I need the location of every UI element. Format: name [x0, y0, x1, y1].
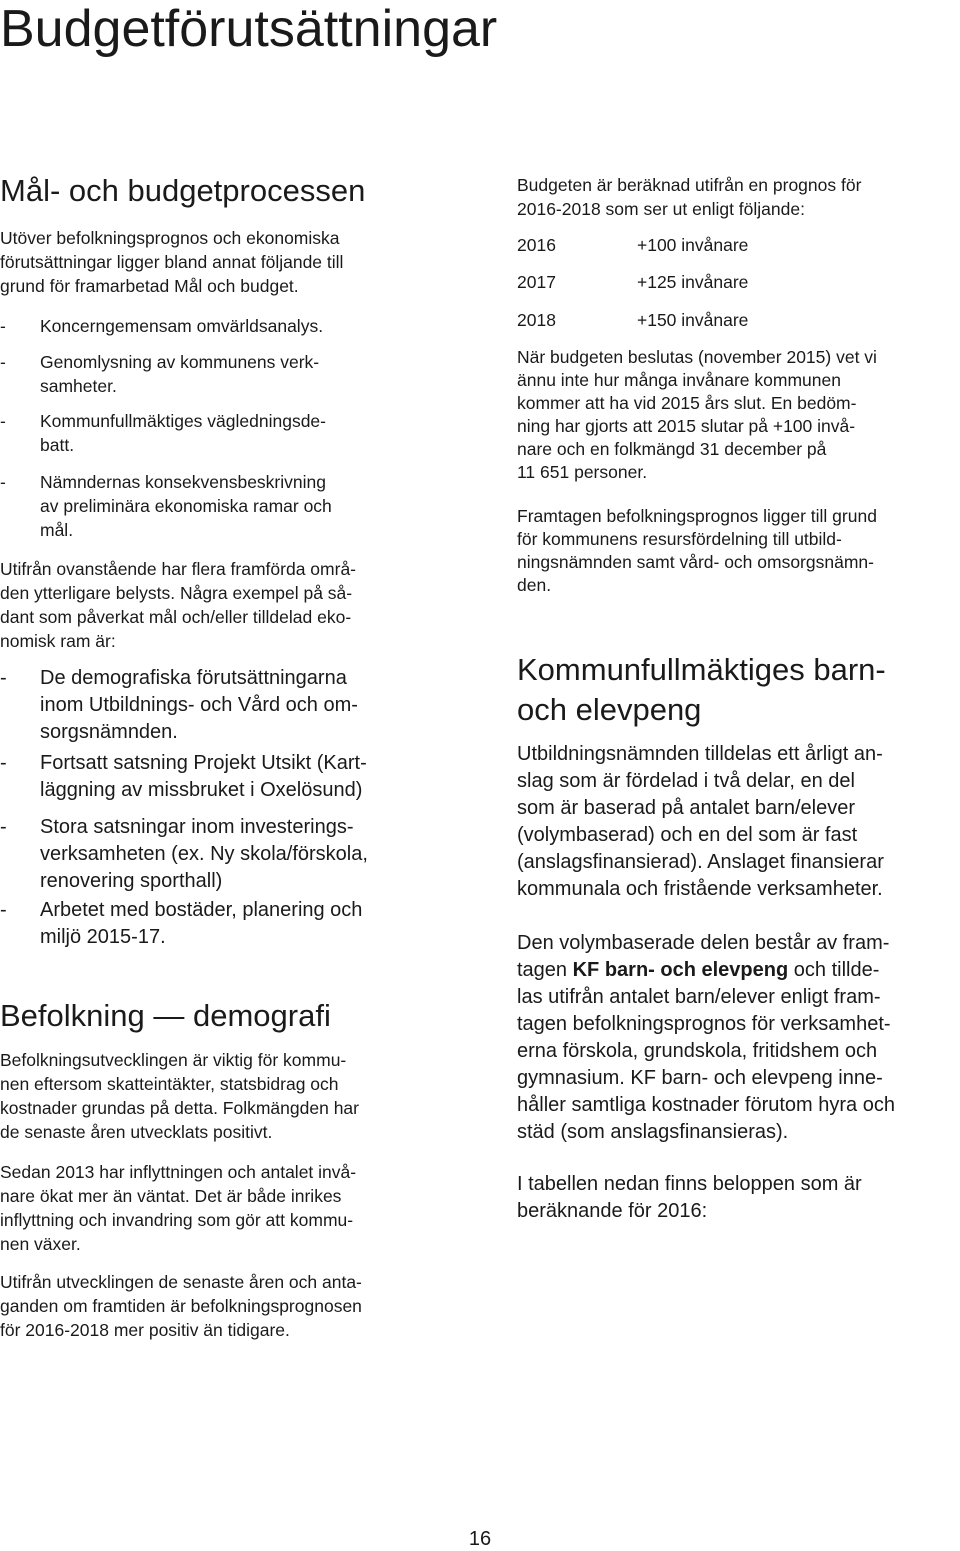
forecast-row — [517, 233, 917, 259]
list-item-text: De demografiska förutsättningarna inom Utbildnings- och Vård och om- sorgsnämnden. — [40, 667, 358, 743]
list-dash: - — [0, 411, 6, 431]
kf-paragraph: I tabellen nedan finns beloppen som är beräknande för 2016: — [517, 1173, 862, 1222]
list-dash: - — [0, 667, 7, 689]
section-heading-population: Befolkning — demografi — [0, 998, 331, 1033]
page-number: 16 — [468, 1528, 492, 1550]
examples-intro: Utifrån ovanstående har flera framförda områ- den ytterligare belysts. Några exempel på så- dant som påverkat mål och/eller tilldelad eko- nomisk ram är: — [0, 559, 356, 651]
page-title: Budgetförutsättningar — [0, 0, 498, 58]
population-paragraph: Sedan 2013 har inflyttningen och antalet invå- nare ökat mer än väntat. Det är både inrikes inflyttning och invandring som gör att kommu- nen växer. — [0, 1162, 357, 1254]
process-intro: Utöver befolkningsprognos och ekonomiska förutsättningar ligger bland annat följande till grund för framarbetad Mål och budget. — [0, 228, 344, 296]
list-dash: - — [0, 352, 6, 372]
kf-bold-term: KF barn- och elevpeng — [572, 959, 789, 981]
list-dash: - — [0, 316, 6, 336]
forecast-change: +100 invånare — [637, 235, 749, 255]
list-item-text: Stora satsningar inom investerings- verksamheten (ex. Ny skola/förskola, renovering sporthall) — [40, 816, 368, 892]
list-dash: - — [0, 472, 6, 492]
section-heading-kf: Kommunfullmäktiges barn- och elevpeng — [517, 652, 886, 727]
list-item-text: Fortsatt satsning Projekt Utsikt (Kart- läggning av missbruket i Oxelösund) — [40, 752, 367, 801]
forecast-year: 2018 — [517, 310, 556, 330]
list-item-text: Genomlysning av kommunens verk- samheter. — [40, 352, 320, 396]
kf-paragraph: Utbildningsnämnden tilldelas ett årligt an- slag som är fördelad i två delar, en del som är baserad på antalet barn/elever (volymbaserad) och en del som är fast (anslagsfinansierad). Anslaget finansierar kommunala och fristående verksamheter. — [517, 743, 884, 900]
kf-text: Den volymbaserade delen består av fram- tagen — [517, 932, 890, 981]
kf-text: och tillde- las utifrån antalet barn/elever enligt fram- tagen befolkningsprognos för verksamhet- erna förskola, grundskola, fritidshem och gymnasium. KF barn- och elevpeng inne- håller samtliga kostnader förutom hyra och städ (som anslagsfinansieras). — [517, 959, 895, 1143]
section-heading-process: Mål- och budgetprocessen — [0, 173, 366, 208]
list-dash: - — [0, 899, 7, 921]
population-paragraph: Befolkningsutvecklingen är viktig för kommu- nen eftersom skatteintäkter, statsbidrag och kostnader grundas på detta. Folkmängden har de senaste åren utvecklats positivt. — [0, 1050, 359, 1142]
forecast-paragraph: Framtagen befolkningsprognos ligger till grund för kommunens resursfördelning till utbild- ningsnämnden samt vård- och omsorgsnämn- den. — [517, 506, 877, 595]
forecast-year: 2016 — [517, 235, 556, 255]
forecast-year: 2017 — [517, 272, 556, 292]
list-item-text: Nämndernas konsekvensbeskrivning av preliminära ekonomiska ramar och mål. — [40, 472, 332, 540]
list-dash: - — [0, 752, 7, 774]
forecast-change: +125 invånare — [637, 272, 749, 292]
kf-paragraph — [517, 930, 895, 1146]
list-item-text: Arbetet med bostäder, planering och miljö 2015-17. — [40, 899, 363, 948]
list-dash: - — [0, 816, 7, 838]
forecast-row — [517, 270, 917, 296]
population-paragraph: Utifrån utvecklingen de senaste åren och anta- ganden om framtiden är befolkningsprognosen för 2016-2018 mer positiv än tidigare. — [0, 1272, 362, 1340]
forecast-intro: Budgeten är beräknad utifrån en prognos för 2016-2018 som ser ut enligt följande: — [517, 175, 862, 219]
forecast-paragraph: När budgeten beslutas (november 2015) vet vi ännu inte hur många invånare kommunen kommer att ha vid 2015 års slut. En bedöm- ning har gjorts att 2015 slutar på +100 invå- nare och en folkmängd 31 december på 11 651 personer. — [517, 347, 877, 482]
list-item-text: Koncerngemensam omvärldsanalys. — [40, 316, 324, 336]
forecast-change: +150 invånare — [637, 310, 749, 330]
forecast-row — [517, 308, 917, 334]
list-item-text: Kommunfullmäktiges vägledningsde- batt. — [40, 411, 326, 455]
